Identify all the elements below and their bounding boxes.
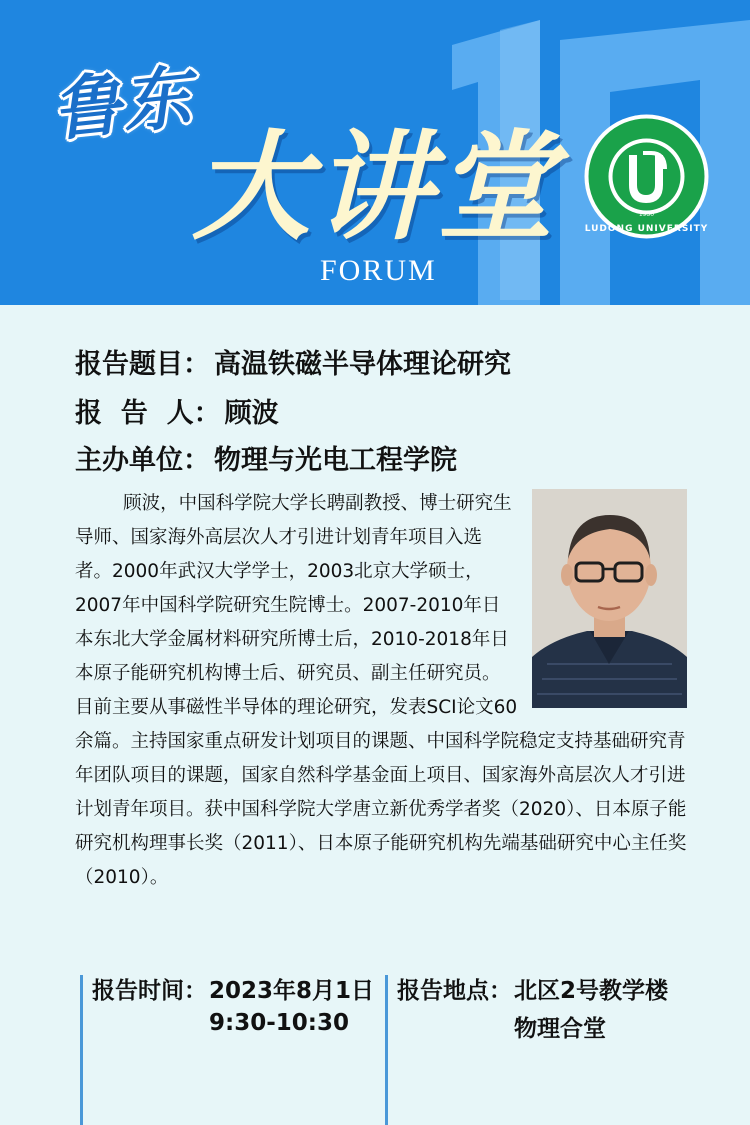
speaker-name: 顾波 bbox=[224, 398, 279, 429]
brand-forum-en: FORUM bbox=[320, 254, 437, 287]
host-label: 主办单位： bbox=[75, 445, 210, 476]
bio-text: 顾波，中国科学院大学长聘副教授、博士研究生导师、国家海外高层次人才引进计划青年项目入选者。2000年武汉大学学士，2003北京大学硕士，2007年中国科学院研究生院博士。2007-2010年日本东北大学金属材料研究所博士后，2010-2018年日本原子能研究机构博士后、研究员、副主任研究员。目前主要从事磁性半导体的理论研究，发表SCI论文60余篇。主持国家重点研发计划项目的课题、中国科学院稳定支持基础研究青年团队项目的课题，国家自然科学基金面上项目、国家海外高层次人才引进计划青年项目。获中国科学院大学唐立新优秀学者奖（2020）、日本原子能研究机构理事长奖（2011）、日本原子能研究机构先端基础研究中心主任奖（2010）。 bbox=[75, 493, 687, 888]
footer-divider-middle bbox=[385, 975, 388, 1125]
talk-title-label: 报告题目： bbox=[75, 349, 210, 380]
speaker-photo bbox=[532, 489, 687, 708]
place-building: 北区2号教学楼 bbox=[514, 978, 669, 1004]
logo-university-name: LUDONG UNIVERSITY bbox=[584, 224, 709, 234]
host-name: 物理与光电工程学院 bbox=[214, 445, 457, 476]
place-label: 报告地点： bbox=[397, 978, 512, 1004]
time-label: 报告时间： bbox=[92, 978, 207, 1004]
brand-forum-title: 大讲堂 bbox=[192, 117, 559, 256]
host-row bbox=[75, 438, 457, 477]
talk-time: 9:30-10:30 bbox=[209, 1010, 349, 1036]
university-logo-icon bbox=[583, 113, 710, 240]
speaker-label: 报 告 人： bbox=[75, 398, 221, 429]
talk-title-row bbox=[75, 342, 511, 381]
footer-divider-left bbox=[80, 975, 83, 1125]
speaker-row bbox=[75, 391, 279, 430]
speaker-bio bbox=[75, 487, 687, 895]
brand-ludong: 鲁东 bbox=[48, 56, 197, 152]
place-room: 物理合堂 bbox=[514, 1016, 606, 1042]
talk-title: 高温铁磁半导体理论研究 bbox=[214, 349, 511, 380]
banner bbox=[0, 0, 750, 305]
logo-year: 1930 bbox=[638, 211, 655, 218]
talk-date: 2023年8月1日 bbox=[209, 978, 375, 1004]
